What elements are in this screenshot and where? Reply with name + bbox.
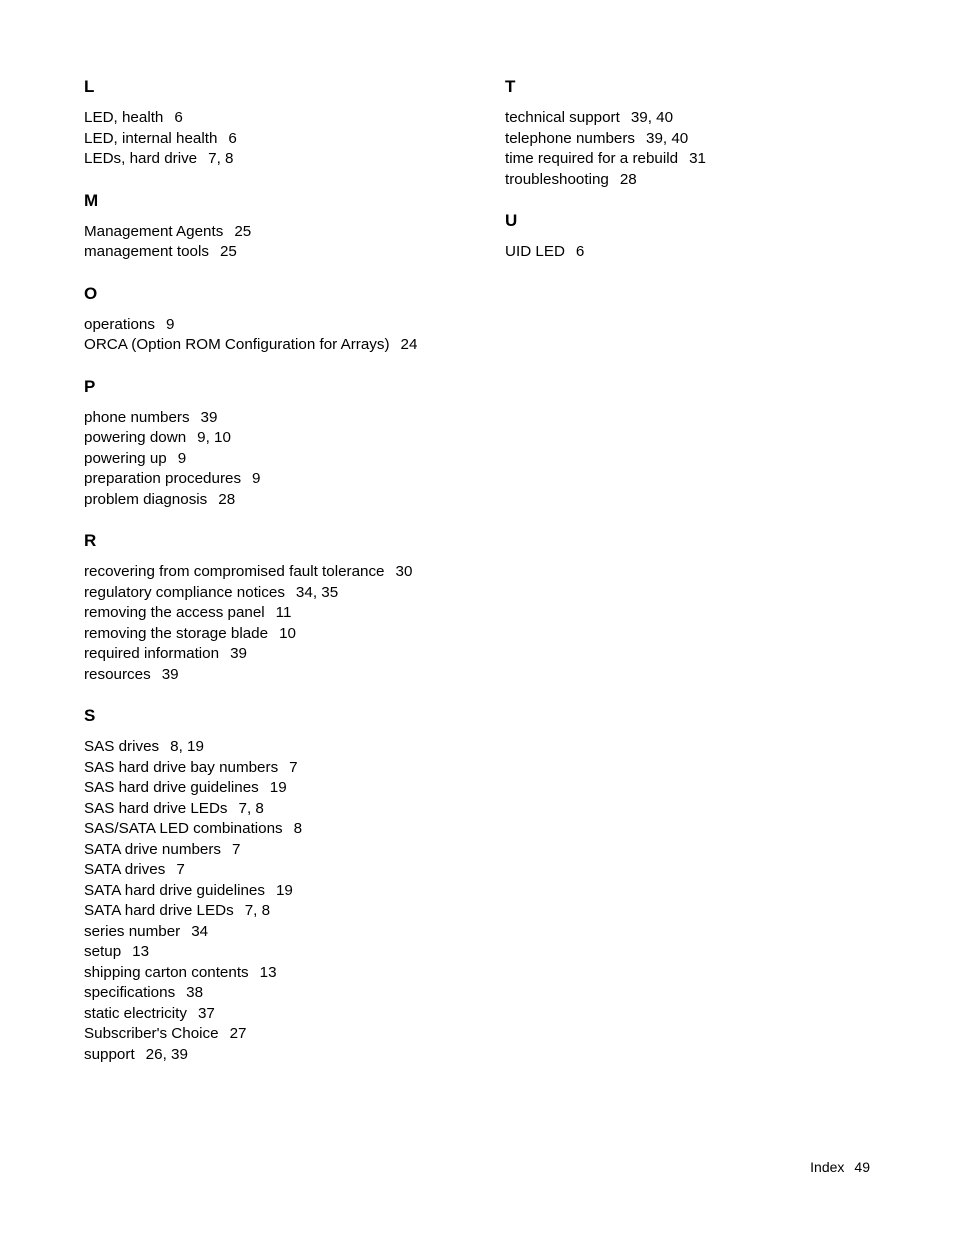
index-entry-term: telephone numbers xyxy=(505,129,636,147)
index-entry-term: SAS hard drive guidelines xyxy=(84,779,259,796)
index-entry xyxy=(84,315,484,336)
index-entry-term: series number xyxy=(84,922,181,940)
index-entry-pages[interactable]: 34 xyxy=(191,922,209,940)
index-section xyxy=(84,76,484,170)
index-entry-term: resources xyxy=(84,665,151,683)
page-footer xyxy=(780,1158,870,1176)
index-entry xyxy=(505,129,885,150)
index-entry-term: technical support xyxy=(505,109,620,126)
index-entry-pages[interactable]: 28 xyxy=(218,490,236,508)
index-entry-term: operations xyxy=(84,315,155,333)
index-entry xyxy=(84,408,484,429)
index-entry xyxy=(84,901,484,922)
index-entry xyxy=(84,922,484,943)
index-entry-term: troubleshooting xyxy=(505,170,609,188)
index-entry-term: SATA hard drive LEDs xyxy=(84,902,234,919)
index-entry-pages[interactable]: 26, 39 xyxy=(145,1045,188,1063)
index-entry xyxy=(84,335,484,356)
index-entry-term: UID LED xyxy=(505,243,565,260)
index-entry xyxy=(84,983,484,1004)
index-entry-term: powering up xyxy=(84,449,167,467)
index-entry xyxy=(84,1004,484,1025)
index-entry xyxy=(84,758,484,779)
index-entry-pages[interactable]: 37 xyxy=(197,1004,215,1022)
section-letter-heading: U xyxy=(505,211,518,230)
index-entry-pages[interactable]: 9 xyxy=(165,315,175,333)
index-entry-term: LED, health xyxy=(84,109,164,126)
section-letter-heading: T xyxy=(505,77,516,96)
index-entry-pages[interactable]: 13 xyxy=(259,963,277,981)
index-entry-pages[interactable]: 24 xyxy=(400,336,418,353)
index-entry xyxy=(84,149,484,170)
index-entry-term: removing the storage blade xyxy=(84,624,269,642)
section-letter-heading: P xyxy=(84,376,96,396)
index-entry-pages[interactable]: 9, 10 xyxy=(197,429,231,446)
index-entry xyxy=(84,129,484,150)
index-entry-term: LEDs, hard drive xyxy=(84,150,198,167)
index-entry xyxy=(84,644,484,665)
index-entry-pages[interactable]: 6 xyxy=(228,129,237,147)
index-entry xyxy=(84,963,484,984)
index-entry-pages[interactable]: 7 xyxy=(176,861,185,878)
section-letter-heading: O xyxy=(84,283,98,303)
index-entry-pages[interactable]: 6 xyxy=(174,109,183,126)
index-entry-term: ORCA (Option ROM Configuration for Arrays) xyxy=(84,336,390,353)
footer-label: Index xyxy=(810,1159,845,1175)
index-entry-term: specifications xyxy=(84,984,176,1001)
index-section xyxy=(505,210,885,263)
index-entry-pages[interactable]: 34, 35 xyxy=(295,583,339,601)
section-letter-heading: M xyxy=(84,190,99,210)
index-section xyxy=(84,283,484,356)
index-entry-term: SAS/SATA LED combinations xyxy=(84,820,283,837)
index-entry xyxy=(84,819,484,840)
index-entry xyxy=(84,603,484,624)
index-entry-term: Management Agents xyxy=(84,222,224,240)
index-entry xyxy=(84,778,484,799)
index-entry-pages[interactable]: 39, 40 xyxy=(646,129,689,147)
index-entry-term: static electricity xyxy=(84,1004,187,1022)
index-entry xyxy=(84,624,484,645)
index-entry-term: shipping carton contents xyxy=(84,963,249,981)
index-entry-pages[interactable]: 7 xyxy=(232,840,241,858)
index-entry-pages[interactable]: 30 xyxy=(395,563,413,580)
index-entry-term: management tools xyxy=(84,243,209,260)
index-entry xyxy=(84,1024,484,1045)
index-entry xyxy=(84,737,484,758)
index-section xyxy=(505,76,885,190)
index-entry xyxy=(505,170,885,191)
index-entry-term: setup xyxy=(84,943,122,960)
index-section xyxy=(84,530,484,685)
index-entry xyxy=(84,428,484,449)
index-entry xyxy=(84,799,484,820)
index-entry-term: recovering from compromised fault tolerance xyxy=(84,563,385,580)
index-entry xyxy=(505,108,885,129)
index-column-right xyxy=(505,76,885,283)
index-entry xyxy=(84,108,484,129)
index-entry-pages[interactable]: 7, 8 xyxy=(238,799,264,817)
index-entry-term: support xyxy=(84,1045,135,1063)
index-entry xyxy=(84,665,484,686)
index-entry-pages[interactable]: 9 xyxy=(177,449,187,467)
index-entry-term: removing the access panel xyxy=(84,604,265,621)
index-entry xyxy=(84,942,484,963)
index-entry-term: SAS hard drive LEDs xyxy=(84,799,228,817)
index-entry-term: powering down xyxy=(84,429,187,446)
index-entry-pages[interactable]: 19 xyxy=(269,779,287,796)
section-letter-heading: R xyxy=(84,531,97,550)
index-entry xyxy=(84,469,484,490)
index-entry-pages[interactable]: 25 xyxy=(219,243,237,260)
section-letter-heading: S xyxy=(84,706,96,725)
index-entry xyxy=(84,222,484,243)
index-section xyxy=(84,705,484,1065)
index-entry-pages[interactable]: 19 xyxy=(275,881,293,899)
index-entry-pages[interactable]: 7, 8 xyxy=(244,902,271,919)
index-entry-pages[interactable]: 39 xyxy=(161,665,179,683)
index-entry-pages[interactable]: 8, 19 xyxy=(170,738,204,755)
index-entry-term: SAS drives xyxy=(84,738,160,755)
index-entry-term: preparation procedures xyxy=(84,470,242,487)
index-entry xyxy=(84,490,484,511)
index-entry-term: SATA drives xyxy=(84,861,166,878)
index-entry-pages[interactable]: 28 xyxy=(619,170,637,188)
index-entry-term: problem diagnosis xyxy=(84,490,208,508)
index-entry xyxy=(84,881,484,902)
index-entry-term: regulatory compliance notices xyxy=(84,583,285,601)
index-entry-term: time required for a rebuild xyxy=(505,150,679,167)
index-entry-pages[interactable]: 10 xyxy=(279,624,296,642)
index-entry xyxy=(84,449,484,470)
index-entry-pages[interactable]: 38 xyxy=(186,984,204,1001)
index-entry xyxy=(84,583,484,604)
index-entry-pages[interactable]: 39 xyxy=(200,408,218,426)
index-section xyxy=(84,376,484,511)
index-entry xyxy=(84,1045,484,1066)
index-column-left xyxy=(84,76,484,1085)
section-letter-heading: L xyxy=(84,77,95,96)
footer-page-number: 49 xyxy=(854,1159,870,1175)
index-entry-term: SATA hard drive guidelines xyxy=(84,881,265,899)
index-entry-term: SAS hard drive bay numbers xyxy=(84,758,279,776)
index-entry xyxy=(505,242,885,263)
index-entry-pages[interactable]: 27 xyxy=(229,1025,247,1042)
index-entry-term: required information xyxy=(84,645,220,662)
index-entry-pages[interactable]: 25 xyxy=(234,222,252,240)
index-entry-pages[interactable]: 11 xyxy=(275,604,292,621)
index-entry xyxy=(84,562,484,583)
index-entry-pages[interactable]: 9 xyxy=(252,470,261,487)
index-entry-term: LED, internal health xyxy=(84,129,218,147)
index-entry-pages[interactable]: 6 xyxy=(575,243,585,260)
index-entry xyxy=(84,242,484,263)
index-entry-pages[interactable]: 13 xyxy=(132,943,150,960)
index-entry xyxy=(84,840,484,861)
index-entry-term: Subscriber's Choice xyxy=(84,1025,219,1042)
index-entry xyxy=(505,149,885,170)
index-entry-term: SATA drive numbers xyxy=(84,840,222,858)
index-entry-pages[interactable]: 8 xyxy=(293,820,303,837)
index-entry-pages[interactable]: 39, 40 xyxy=(630,109,674,126)
index-entry-pages[interactable]: 39 xyxy=(230,645,247,662)
index-entry-pages[interactable]: 31 xyxy=(689,150,706,167)
index-section xyxy=(84,190,484,263)
index-entry-term: phone numbers xyxy=(84,408,190,426)
index-entry xyxy=(84,860,484,881)
index-entry-pages[interactable]: 7 xyxy=(289,758,298,776)
index-entry-pages[interactable]: 7, 8 xyxy=(208,150,234,167)
